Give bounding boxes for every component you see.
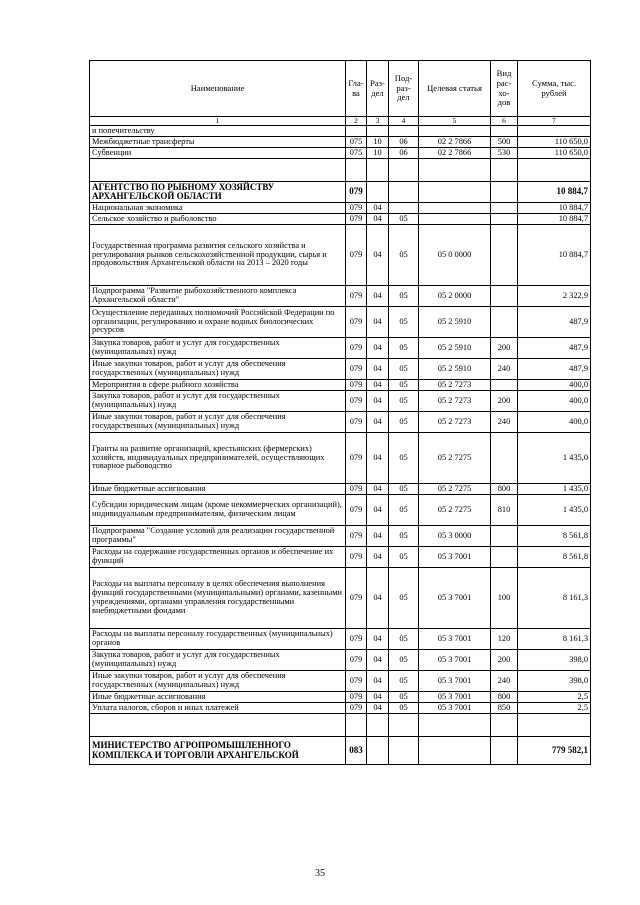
cell-vid: 240 (491, 671, 518, 692)
cell-name: Государственная программа развития сельского хозяйства и регулирования рынков сельскохозяйственной продукции, сырья и продовольствия Архангельской области на 2013 – 2020 годы (90, 225, 346, 286)
cell-summa: 110 650,0 (518, 148, 591, 159)
cell-razdel (367, 182, 389, 203)
cell-celevaya: 05 3 7001 (419, 671, 491, 692)
cell-summa: 2,5 (518, 703, 591, 714)
cell-celevaya: 02 2 7866 (419, 148, 491, 159)
header-summa: Сумма, тыс. рублей (518, 61, 591, 117)
table-row (90, 568, 591, 629)
cell-vid: 100 (491, 568, 518, 629)
cell-name: Мероприятия в сфере рыбного хозяйства (90, 380, 346, 391)
cell-summa: 400,0 (518, 412, 591, 433)
cell-glava: 079 (346, 495, 367, 526)
table-row (90, 137, 591, 148)
cell-glava: 079 (346, 568, 367, 629)
cell-podrazdel: 05 (389, 286, 419, 307)
cell-podrazdel: 05 (389, 650, 419, 671)
cell-razdel: 04 (367, 214, 389, 225)
header-glava: Гла-ва (346, 61, 367, 117)
cell-razdel: 04 (367, 203, 389, 214)
cell-podrazdel: 05 (389, 568, 419, 629)
cell-razdel: 04 (367, 671, 389, 692)
cell-summa: 779 582,1 (518, 737, 591, 765)
cell-vid (491, 214, 518, 225)
cell-razdel (367, 159, 389, 182)
column-number: 3 (367, 117, 389, 126)
cell-celevaya: 05 2 7275 (419, 495, 491, 526)
cell-razdel: 04 (367, 703, 389, 714)
column-number-row (90, 117, 591, 126)
cell-glava: 079 (346, 547, 367, 568)
cell-podrazdel (389, 159, 419, 182)
cell-razdel (367, 126, 389, 137)
cell-vid: 200 (491, 650, 518, 671)
cell-vid (491, 203, 518, 214)
cell-podrazdel: 05 (389, 671, 419, 692)
cell-vid (491, 380, 518, 391)
cell-name: Сельское хозяйство и рыболовство (90, 214, 346, 225)
cell-glava (346, 159, 367, 182)
column-number: 2 (346, 117, 367, 126)
table-row (90, 126, 591, 137)
cell-podrazdel (389, 737, 419, 765)
cell-summa: 8 561,8 (518, 526, 591, 547)
cell-summa: 487,9 (518, 359, 591, 380)
cell-glava: 079 (346, 203, 367, 214)
column-number: 7 (518, 117, 591, 126)
cell-glava: 079 (346, 484, 367, 495)
table-row (90, 214, 591, 225)
cell-podrazdel: 05 (389, 495, 419, 526)
cell-vid: 120 (491, 629, 518, 650)
cell-summa: 8 161,3 (518, 568, 591, 629)
cell-podrazdel: 05 (389, 629, 419, 650)
header-podrazdel: Под-раз-дел (389, 61, 419, 117)
cell-glava: 079 (346, 182, 367, 203)
cell-podrazdel: 05 (389, 692, 419, 703)
cell-razdel: 04 (367, 629, 389, 650)
table-row (90, 495, 591, 526)
cell-glava: 079 (346, 703, 367, 714)
cell-vid: 530 (491, 148, 518, 159)
cell-summa: 400,0 (518, 391, 591, 412)
cell-podrazdel (389, 126, 419, 137)
cell-vid (491, 286, 518, 307)
cell-podrazdel: 05 (389, 703, 419, 714)
page-number: 35 (315, 868, 325, 879)
cell-celevaya: 05 2 7273 (419, 412, 491, 433)
cell-celevaya: 05 3 7001 (419, 629, 491, 650)
cell-podrazdel: 05 (389, 433, 419, 484)
cell-razdel: 04 (367, 484, 389, 495)
cell-vid: 800 (491, 692, 518, 703)
cell-name: МИНИСТЕРСТВО АГРОПРОМЫШЛЕННОГО КОМПЛЕКСА И ТОРГОВЛИ АРХАНГЕЛЬСКОЙ (90, 737, 346, 765)
cell-name: Межбюджетные трансферты (90, 137, 346, 148)
cell-name: АГЕНТСТВО ПО РЫБНОМУ ХОЗЯЙСТВУ АРХАНГЕЛЬСКОЙ ОБЛАСТИ (90, 182, 346, 203)
cell-name: Закупка товаров, работ и услуг для государственных (муниципальных) нужд (90, 650, 346, 671)
cell-summa (518, 126, 591, 137)
cell-podrazdel: 05 (389, 412, 419, 433)
cell-vid: 810 (491, 495, 518, 526)
cell-summa: 398,0 (518, 671, 591, 692)
header-name: Наименование (90, 61, 346, 117)
table-row (90, 391, 591, 412)
cell-summa: 2,5 (518, 692, 591, 703)
cell-glava: 079 (346, 650, 367, 671)
cell-podrazdel (389, 203, 419, 214)
cell-vid (491, 433, 518, 484)
cell-summa: 1 435,0 (518, 484, 591, 495)
cell-glava: 079 (346, 286, 367, 307)
cell-summa: 10 884,7 (518, 214, 591, 225)
cell-podrazdel (389, 714, 419, 737)
cell-razdel: 04 (367, 391, 389, 412)
cell-name: Подпрограмма "Создание условий для реализации государственной программы" (90, 526, 346, 547)
cell-summa: 487,9 (518, 307, 591, 338)
cell-razdel: 04 (367, 495, 389, 526)
cell-summa: 400,0 (518, 380, 591, 391)
cell-celevaya: 05 2 5910 (419, 338, 491, 359)
column-number: 1 (90, 117, 346, 126)
cell-razdel: 04 (367, 526, 389, 547)
cell-razdel: 04 (367, 380, 389, 391)
table-row (90, 547, 591, 568)
cell-glava: 079 (346, 433, 367, 484)
cell-glava (346, 126, 367, 137)
cell-summa: 2 322,9 (518, 286, 591, 307)
cell-summa: 10 884,7 (518, 203, 591, 214)
cell-name (90, 159, 346, 182)
cell-summa: 487,9 (518, 338, 591, 359)
cell-summa: 110 650,0 (518, 137, 591, 148)
table-row (90, 359, 591, 380)
cell-celevaya (419, 203, 491, 214)
cell-celevaya (419, 182, 491, 203)
cell-vid (491, 126, 518, 137)
cell-celevaya: 05 2 7273 (419, 391, 491, 412)
cell-razdel: 04 (367, 650, 389, 671)
cell-vid: 200 (491, 391, 518, 412)
table-row (90, 148, 591, 159)
cell-celevaya: 05 2 5910 (419, 359, 491, 380)
cell-name: Иные закупки товаров, работ и услуг для обеспечения государственных (муниципальных) нужд (90, 359, 346, 380)
cell-razdel: 10 (367, 148, 389, 159)
cell-podrazdel: 05 (389, 359, 419, 380)
cell-vid: 500 (491, 137, 518, 148)
cell-glava: 079 (346, 629, 367, 650)
cell-razdel: 04 (367, 359, 389, 380)
cell-glava: 079 (346, 214, 367, 225)
cell-celevaya: 05 2 7275 (419, 484, 491, 495)
cell-glava: 079 (346, 307, 367, 338)
cell-name: Закупка товаров, работ и услуг для государственных (муниципальных) нужд (90, 391, 346, 412)
column-number: 4 (389, 117, 419, 126)
column-number: 6 (491, 117, 518, 126)
cell-glava: 079 (346, 412, 367, 433)
cell-name: Иные бюджетные ассигнования (90, 484, 346, 495)
cell-vid (491, 307, 518, 338)
cell-celevaya (419, 159, 491, 182)
cell-name: Иные закупки товаров, работ и услуг для обеспечения государственных (муниципальных) нужд (90, 412, 346, 433)
table-row (90, 380, 591, 391)
cell-vid (491, 714, 518, 737)
cell-name: Иные закупки товаров, работ и услуг для обеспечения государственных (муниципальных) нужд (90, 671, 346, 692)
cell-vid (491, 182, 518, 203)
cell-name (90, 714, 346, 737)
cell-vid: 200 (491, 338, 518, 359)
cell-glava: 079 (346, 692, 367, 703)
table-row (90, 338, 591, 359)
cell-podrazdel: 06 (389, 148, 419, 159)
table-row (90, 433, 591, 484)
cell-razdel (367, 714, 389, 737)
cell-glava: 079 (346, 671, 367, 692)
cell-glava (346, 714, 367, 737)
cell-vid (491, 526, 518, 547)
budget-table-container (89, 60, 591, 765)
table-row (90, 671, 591, 692)
table-row-ministry (90, 737, 591, 765)
cell-podrazdel: 05 (389, 526, 419, 547)
cell-glava: 079 (346, 391, 367, 412)
cell-podrazdel: 05 (389, 338, 419, 359)
table-row (90, 692, 591, 703)
cell-podrazdel: 05 (389, 225, 419, 286)
header-vid: Вид рас-хо-дов (491, 61, 518, 117)
cell-celevaya: 05 3 0000 (419, 526, 491, 547)
cell-podrazdel: 06 (389, 137, 419, 148)
cell-summa: 10 884,7 (518, 182, 591, 203)
cell-name: и попечительству (90, 126, 346, 137)
cell-name: Национальная экономика (90, 203, 346, 214)
cell-celevaya (419, 214, 491, 225)
cell-glava: 079 (346, 338, 367, 359)
budget-table (89, 60, 591, 765)
cell-glava: 079 (346, 526, 367, 547)
table-row (90, 203, 591, 214)
cell-razdel: 10 (367, 137, 389, 148)
cell-celevaya: 05 0 0000 (419, 225, 491, 286)
cell-razdel: 04 (367, 547, 389, 568)
header-row (90, 61, 591, 117)
cell-vid: 240 (491, 412, 518, 433)
cell-razdel: 04 (367, 412, 389, 433)
cell-celevaya (419, 714, 491, 737)
cell-summa: 398,0 (518, 650, 591, 671)
cell-vid: 800 (491, 484, 518, 495)
cell-glava: 079 (346, 380, 367, 391)
cell-celevaya: 05 2 0000 (419, 286, 491, 307)
cell-podrazdel: 05 (389, 380, 419, 391)
cell-summa (518, 159, 591, 182)
cell-summa: 1 435,0 (518, 495, 591, 526)
cell-vid (491, 225, 518, 286)
cell-name: Расходы на содержание государственных органов и обеспечение их функций (90, 547, 346, 568)
cell-name: Субвенции (90, 148, 346, 159)
table-row-agency (90, 182, 591, 203)
cell-podrazdel: 05 (389, 484, 419, 495)
cell-name: Закупка товаров, работ и услуг для государственных (муниципальных) нужд (90, 338, 346, 359)
cell-razdel: 04 (367, 568, 389, 629)
cell-summa: 8 561,8 (518, 547, 591, 568)
cell-celevaya (419, 126, 491, 137)
cell-celevaya: 05 3 7001 (419, 547, 491, 568)
cell-vid: 850 (491, 703, 518, 714)
cell-celevaya: 05 2 7273 (419, 380, 491, 391)
cell-glava: 075 (346, 137, 367, 148)
cell-name: Уплата налогов, сборов и иных платежей (90, 703, 346, 714)
cell-podrazdel: 05 (389, 307, 419, 338)
cell-celevaya: 02 2 7866 (419, 137, 491, 148)
cell-glava: 079 (346, 225, 367, 286)
table-row-spacer (90, 159, 591, 182)
table-row (90, 526, 591, 547)
table-row (90, 307, 591, 338)
table-row (90, 650, 591, 671)
cell-razdel: 04 (367, 286, 389, 307)
table-row (90, 286, 591, 307)
cell-celevaya (419, 737, 491, 765)
header-celevaya: Целевая статья (419, 61, 491, 117)
cell-podrazdel: 05 (389, 547, 419, 568)
cell-podrazdel: 05 (389, 214, 419, 225)
cell-celevaya: 05 2 5910 (419, 307, 491, 338)
table-row (90, 412, 591, 433)
cell-glava: 079 (346, 359, 367, 380)
cell-name: Осуществление переданных полномочий Российской Федерации по организации, регулированию и охране водных биологических ресурсов (90, 307, 346, 338)
cell-summa: 1 435,0 (518, 433, 591, 484)
cell-name: Подпрограмма "Развитие рыбохозяйственного комплекса Архангельской области" (90, 286, 346, 307)
cell-vid (491, 547, 518, 568)
cell-name: Расходы на выплаты персоналу в целях обеспечения выполнения функций государственными (муниципальными) органами, казенными учреждениями, органами управления государственными внебюджетными фондами (90, 568, 346, 629)
cell-name: Иные бюджетные ассигнования (90, 692, 346, 703)
cell-podrazdel: 05 (389, 391, 419, 412)
column-number: 5 (419, 117, 491, 126)
cell-summa: 10 884,7 (518, 225, 591, 286)
cell-celevaya: 05 3 7001 (419, 703, 491, 714)
cell-celevaya: 05 2 7275 (419, 433, 491, 484)
cell-razdel: 04 (367, 307, 389, 338)
cell-razdel: 04 (367, 692, 389, 703)
cell-name: Субсидии юридическим лицам (кроме некоммерческих организаций), индивидуальным предпринимателям, физическим лицам (90, 495, 346, 526)
cell-razdel: 04 (367, 433, 389, 484)
cell-glava: 083 (346, 737, 367, 765)
cell-summa: 8 161,3 (518, 629, 591, 650)
header-razdel: Раз-дел (367, 61, 389, 117)
cell-name: Расходы на выплаты персоналу государственных (муниципальных) органов (90, 629, 346, 650)
table-row-spacer (90, 714, 591, 737)
cell-name: Гранты на развитие организаций, крестьянских (фермерских) хозяйств, индивидуальных предпринимателей, осуществляющих товарное рыбоводство (90, 433, 346, 484)
cell-razdel: 04 (367, 225, 389, 286)
cell-celevaya: 05 3 7001 (419, 568, 491, 629)
cell-vid: 240 (491, 359, 518, 380)
cell-glava: 075 (346, 148, 367, 159)
cell-razdel: 04 (367, 338, 389, 359)
cell-vid (491, 159, 518, 182)
cell-podrazdel (389, 182, 419, 203)
table-row (90, 484, 591, 495)
table-row (90, 703, 591, 714)
cell-razdel (367, 737, 389, 765)
cell-celevaya: 05 3 7001 (419, 650, 491, 671)
table-row (90, 629, 591, 650)
cell-celevaya: 05 3 7001 (419, 692, 491, 703)
table-row (90, 225, 591, 286)
cell-vid (491, 737, 518, 765)
cell-summa (518, 714, 591, 737)
